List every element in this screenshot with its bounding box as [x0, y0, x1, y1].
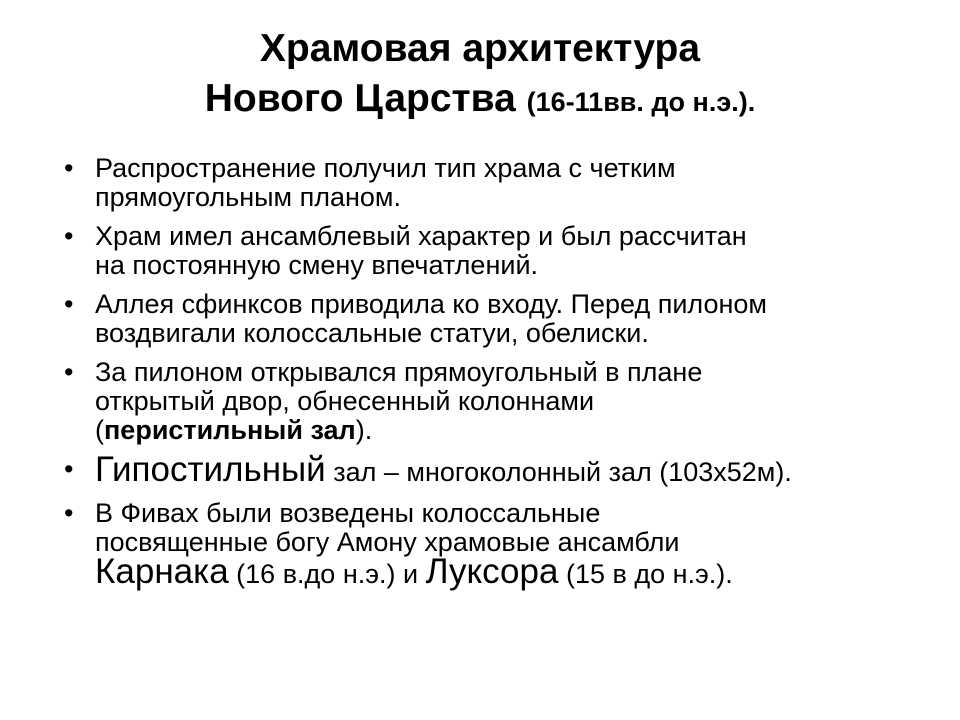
bullet-line: посвященные богу Амону храмовые ансамбли	[95, 527, 680, 557]
paren-open: (	[95, 415, 104, 445]
paren-close: ).	[355, 415, 373, 445]
bullet-marker: •	[64, 289, 74, 319]
bullet-line: прямоугольным планом.	[95, 182, 401, 212]
bullet-item	[62, 358, 922, 445]
large-term: Карнака	[95, 552, 229, 591]
bullet-text: (15 в до н.э.).	[558, 559, 733, 589]
bullet-marker: •	[64, 454, 74, 484]
bullet-line: Аллея сфинксов приводила ко входу. Перед пилоном	[95, 289, 767, 319]
bullet-line: За пилоном открывался прямоугольный в плане	[95, 357, 703, 387]
bullet-line	[95, 416, 922, 445]
bullet-item	[62, 290, 922, 348]
bullet-text: зал – многоколонный зал (103х52м).	[325, 457, 792, 487]
title-main: Нового Царства	[204, 77, 516, 120]
slide-title	[60, 24, 900, 127]
bullet-marker: •	[64, 153, 74, 183]
bullet-marker: •	[64, 221, 74, 251]
bullet-line	[95, 552, 922, 591]
bullet-line	[95, 450, 922, 489]
bullet-marker: •	[64, 357, 74, 387]
title-line-1: Храмовая архитектура	[259, 27, 701, 70]
bullet-item	[62, 222, 922, 280]
bullet-item	[62, 499, 922, 589]
large-term: Гипостильный	[95, 450, 326, 489]
bullet-marker: •	[64, 498, 74, 528]
bullet-list	[62, 154, 922, 599]
bold-term: перистильный зал	[104, 415, 356, 445]
bullet-line: воздвигали колоссальные статуи, обелиски.	[95, 318, 649, 348]
bullet-line: В Фивах были возведены колоссальные	[95, 498, 601, 528]
bullet-line: открытый двор, обнесенный колоннами	[95, 386, 595, 416]
bullet-item	[62, 450, 922, 489]
bullet-line: Храм имел ансамблевый характер и был рассчитан	[95, 221, 747, 251]
bullet-line: Распространение получил тип храма с четким	[95, 153, 676, 183]
title-line-2	[60, 74, 900, 127]
bullet-line: на постоянную смену впечатлений.	[95, 250, 539, 280]
bullet-item	[62, 154, 922, 212]
bullet-text: (16 в.до н.э.) и	[228, 559, 426, 589]
large-term: Луксора	[425, 552, 559, 591]
title-subtitle: (16-11вв. до н.э.).	[526, 87, 756, 117]
